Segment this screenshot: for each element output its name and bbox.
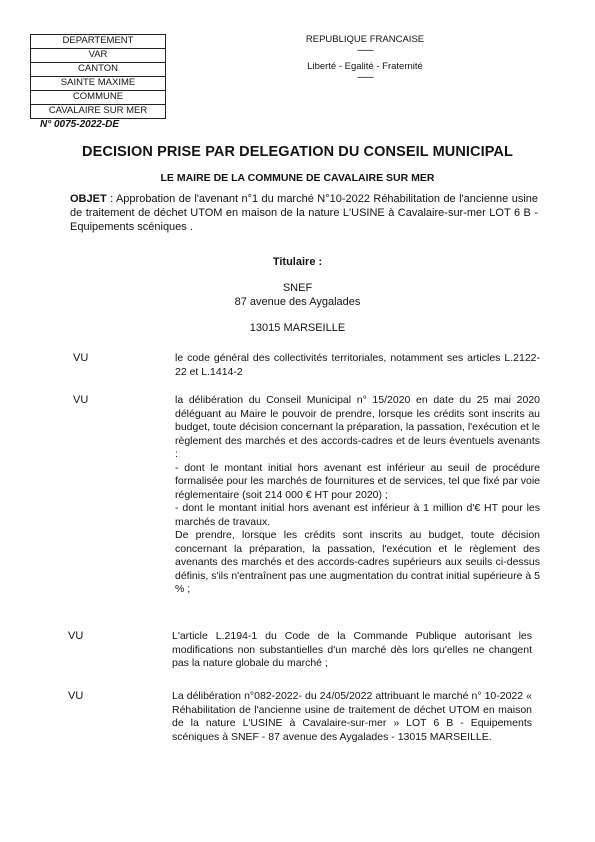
dept-box-row: CANTON [31, 63, 165, 77]
vu-label: VU [73, 394, 89, 406]
dept-box-row: DEPARTEMENT [31, 35, 165, 49]
vu-label: VU [68, 690, 84, 702]
motto: Liberté - Egalité - Fraternité [307, 61, 423, 72]
vu-label: VU [73, 352, 89, 364]
vu-paragraph: la délibération du Conseil Municipal n° 15/2020 en date du 25 mai 2020 déléguant au Maire le pouvoir de prendre, lorsque les crédits sont inscrits au budget, toute décision concernant la préparation, la passation, l'exécution et le règlement des marchés et des accords-cadres et de leurs éventuels avenants : [175, 394, 540, 460]
objet-label: OBJET [70, 193, 107, 205]
vu-text [175, 352, 540, 379]
objet-paragraph [70, 192, 538, 234]
dept-box-row: CAVALAIRE SUR MER [48, 105, 148, 116]
department-box [30, 34, 166, 119]
titulaire-name: SNEF [282, 282, 313, 294]
vu-paragraph: De prendre, lorsque les crédits sont inscrits au budget, toute décision concernant la préparation, la passation, l'exécution et le règlement des avenants des marchés et des accords-cadres supérieurs aux seuils ci-dessus définis, s'ils n'entraînent pas une augmentation du contrat initial supérieure à 5 % ; [175, 529, 540, 595]
titulaire-label: Titulaire : [272, 256, 323, 268]
titulaire-city: 13015 MARSEILLE [249, 322, 346, 334]
page-subtitle: LE MAIRE DE LA COMMUNE DE CAVALAIRE SUR MER [160, 172, 435, 184]
vu-label: VU [68, 630, 84, 642]
vu-paragraph: L'article L.2194-1 du Code de la Commande Publique autorisant les modifications non substantielles d'un marché dès lors qu'elles ne changent pas la nature globale du marché ; [172, 630, 532, 669]
vu-paragraph: La délibération n°082-2022- du 24/05/2022 attribuant le marché n° 10-2022 « Réhabilitation de l'ancienne usine de traitement de déchet UTOM en maison de la nature L'USINE à Cavalaire-sur-mer » LOT 6 B - Equipements scéniques à SNEF - 87 avenue des Aygalades - 13015 MARSEILLE. [172, 690, 532, 743]
republic-header [300, 34, 430, 82]
objet-text: : Approbation de l'avenant n°1 du marché N°10-2022 Réhabilitation de l'ancienne usine de traitement de déchet UTOM en maison de la nature L'USINE à Cavalaire-sur-mer LOT 6 B - Equipements scéniques . [70, 193, 538, 233]
dept-box-row: VAR [31, 49, 165, 63]
vu-text [172, 630, 532, 671]
separator-line: -------- [357, 45, 373, 55]
dept-box-row: COMMUNE [31, 91, 165, 105]
vu-text [175, 394, 540, 597]
decision-number: N° 0075-2022-DE [40, 119, 120, 130]
dept-box-row: SAINTE MAXIME [31, 77, 165, 91]
vu-paragraph: le code général des collectivités territoriales, notamment ses articles L.2122-22 et L.1414-2 [175, 352, 540, 378]
vu-paragraph: - dont le montant initial hors avenant est inférieur à 1 million d'€ HT pour les marchés de travaux. [175, 502, 540, 528]
vu-paragraph: - dont le montant initial hors avenant est inférieur au seuil de procédure formalisée pour les marchés de fournitures et de services, tel que fixé par voie réglementaire (soit 214 000 € HT pour 2020) ; [175, 461, 540, 501]
vu-text [172, 690, 532, 744]
titulaire-address: 87 avenue des Aygalades [234, 296, 361, 308]
page-title: DECISION PRISE PAR DELEGATION DU CONSEIL MUNICIPAL [82, 144, 513, 160]
separator-line: -------- [357, 72, 373, 82]
republic-label: REPUBLIQUE FRANCAISE [305, 34, 425, 45]
